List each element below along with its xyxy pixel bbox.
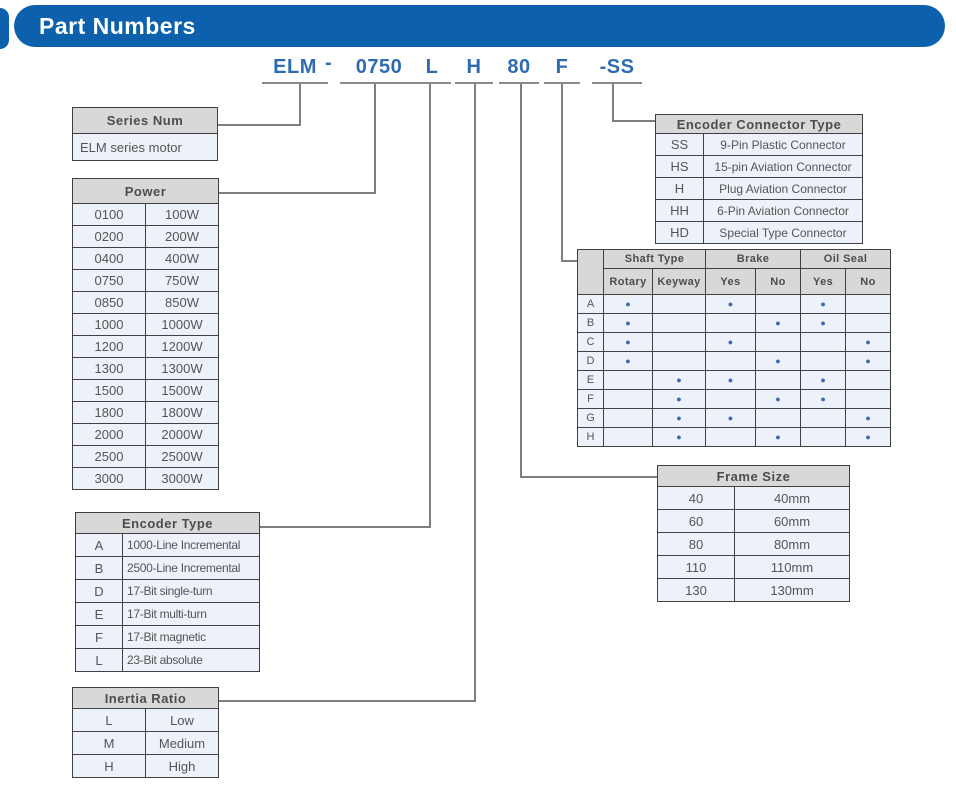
- matrix-cell: [653, 352, 706, 371]
- oil-seal-group-header: Oil Seal: [801, 250, 891, 269]
- connector-code: H: [656, 178, 704, 200]
- part-segment-encoder: L: [413, 55, 451, 84]
- frame-value: 40mm: [735, 487, 850, 510]
- shaft-corner-cell: [578, 250, 604, 295]
- subcol-oil-no: No: [846, 269, 891, 295]
- matrix-cell: ●: [604, 295, 653, 314]
- matrix-cell: ●: [756, 352, 801, 371]
- part-segment-power: 0750: [340, 55, 418, 84]
- subcol-oil-yes: Yes: [801, 269, 846, 295]
- power-value: 1300W: [146, 358, 219, 380]
- matrix-cell: ●: [846, 409, 891, 428]
- row-label: G: [578, 409, 604, 428]
- table-row: [73, 314, 219, 336]
- table-row: [73, 709, 219, 732]
- matrix-cell: ●: [846, 428, 891, 447]
- connector-desc: Plug Aviation Connector: [704, 178, 863, 200]
- power-value: 1800W: [146, 402, 219, 424]
- inertia-code: M: [73, 732, 146, 755]
- table-row: [73, 424, 219, 446]
- table-row: [578, 314, 891, 333]
- matrix-cell: ●: [706, 333, 756, 352]
- frame-value: 110mm: [735, 556, 850, 579]
- connector-conn-horizontal: [612, 120, 658, 122]
- inertia-code: L: [73, 709, 146, 732]
- power-code: 0750: [73, 270, 146, 292]
- table-row: [76, 603, 260, 626]
- connector-encoder-vertical: [429, 84, 431, 528]
- power-value: 850W: [146, 292, 219, 314]
- matrix-cell: [801, 352, 846, 371]
- table-row: [658, 533, 850, 556]
- power-code: 1800: [73, 402, 146, 424]
- matrix-cell: [653, 333, 706, 352]
- series-num-header: Series Num: [73, 108, 218, 134]
- matrix-cell: [706, 428, 756, 447]
- table-row: [73, 270, 219, 292]
- subcol-keyway: Keyway: [653, 269, 706, 295]
- matrix-cell: ●: [604, 314, 653, 333]
- row-label: D: [578, 352, 604, 371]
- matrix-cell: ●: [801, 390, 846, 409]
- connector-code: SS: [656, 134, 704, 156]
- table-row: [76, 534, 260, 557]
- power-value: 2500W: [146, 446, 219, 468]
- power-table: [72, 178, 219, 490]
- frame-code: 110: [658, 556, 735, 579]
- banner: [14, 5, 945, 47]
- power-value: 1500W: [146, 380, 219, 402]
- shaft-type-group-header: Shaft Type: [604, 250, 706, 269]
- matrix-cell: ●: [653, 409, 706, 428]
- connector-code: HD: [656, 222, 704, 244]
- matrix-cell: [846, 314, 891, 333]
- matrix-cell: [653, 314, 706, 333]
- connector-desc: 15-pin Aviation Connector: [704, 156, 863, 178]
- connector-code: HS: [656, 156, 704, 178]
- row-label: C: [578, 333, 604, 352]
- table-row: [76, 626, 260, 649]
- power-value: 750W: [146, 270, 219, 292]
- table-row: [656, 222, 863, 244]
- matrix-cell: [706, 390, 756, 409]
- table-row: [656, 134, 863, 156]
- matrix-cell: ●: [756, 428, 801, 447]
- brake-group-header: Brake: [706, 250, 801, 269]
- subcol-brake-no: No: [756, 269, 801, 295]
- matrix-cell: ●: [801, 314, 846, 333]
- power-value: 1000W: [146, 314, 219, 336]
- matrix-cell: ●: [653, 390, 706, 409]
- power-value: 100W: [146, 204, 219, 226]
- power-code: 3000: [73, 468, 146, 490]
- matrix-cell: [801, 409, 846, 428]
- table-row: [76, 649, 260, 672]
- power-code: 0400: [73, 248, 146, 270]
- encoder-desc: 2500-Line Incremental: [123, 557, 260, 580]
- matrix-cell: ●: [756, 390, 801, 409]
- part-segment-connector: -SS: [592, 55, 642, 84]
- power-code: 2500: [73, 446, 146, 468]
- matrix-cell: [604, 409, 653, 428]
- matrix-cell: [756, 371, 801, 390]
- connector-inertia-vertical: [474, 84, 476, 702]
- matrix-cell: ●: [801, 295, 846, 314]
- matrix-cell: [846, 295, 891, 314]
- table-row: [658, 487, 850, 510]
- table-row: [658, 579, 850, 602]
- connector-frame-horizontal: [520, 476, 660, 478]
- table-row: [658, 510, 850, 533]
- row-label: B: [578, 314, 604, 333]
- frame-value: 130mm: [735, 579, 850, 602]
- frame-size-header: Frame Size: [658, 466, 850, 487]
- frame-code: 130: [658, 579, 735, 602]
- connector-power-horizontal: [218, 192, 376, 194]
- frame-code: 40: [658, 487, 735, 510]
- table-row: [578, 428, 891, 447]
- table-row: [73, 446, 219, 468]
- matrix-cell: ●: [604, 352, 653, 371]
- table-row: [73, 755, 219, 778]
- matrix-cell: ●: [801, 371, 846, 390]
- row-label: H: [578, 428, 604, 447]
- inertia-desc: Low: [146, 709, 219, 732]
- page-title: Part Numbers: [39, 13, 196, 39]
- power-code: 0100: [73, 204, 146, 226]
- table-row: [73, 248, 219, 270]
- table-row: [658, 556, 850, 579]
- table-row: [73, 292, 219, 314]
- table-row: [76, 557, 260, 580]
- connector-power-vertical: [374, 84, 376, 194]
- table-row: [73, 204, 219, 226]
- power-value: 200W: [146, 226, 219, 248]
- frame-code: 60: [658, 510, 735, 533]
- matrix-cell: [604, 390, 653, 409]
- matrix-cell: [706, 314, 756, 333]
- encoder-code: D: [76, 580, 123, 603]
- connector-conn-vertical: [612, 84, 614, 122]
- table-row: [578, 295, 891, 314]
- table-row: [73, 380, 219, 402]
- inertia-desc: Medium: [146, 732, 219, 755]
- inertia-desc: High: [146, 755, 219, 778]
- connector-series-horizontal: [218, 124, 301, 126]
- power-code: 1300: [73, 358, 146, 380]
- matrix-cell: ●: [706, 409, 756, 428]
- table-row: [578, 371, 891, 390]
- encoder-code: B: [76, 557, 123, 580]
- connector-desc: 6-Pin Aviation Connector: [704, 200, 863, 222]
- power-value: 400W: [146, 248, 219, 270]
- matrix-cell: [604, 371, 653, 390]
- matrix-cell: ●: [756, 314, 801, 333]
- matrix-cell: [756, 333, 801, 352]
- table-row: [656, 200, 863, 222]
- part-segment-shaft: F: [544, 55, 580, 84]
- encoder-connector-header: Encoder Connector Type: [656, 115, 863, 134]
- power-value: 1200W: [146, 336, 219, 358]
- connector-desc: 9-Pin Plastic Connector: [704, 134, 863, 156]
- matrix-cell: [846, 390, 891, 409]
- power-code: 1500: [73, 380, 146, 402]
- power-code: 0850: [73, 292, 146, 314]
- encoder-desc: 23-Bit absolute: [123, 649, 260, 672]
- table-row: [73, 402, 219, 424]
- table-row: [73, 336, 219, 358]
- encoder-code: L: [76, 649, 123, 672]
- matrix-cell: [604, 428, 653, 447]
- matrix-cell: [756, 295, 801, 314]
- encoder-connector-table: [655, 114, 863, 244]
- connector-desc: Special Type Connector: [704, 222, 863, 244]
- matrix-cell: ●: [706, 295, 756, 314]
- matrix-cell: ●: [653, 428, 706, 447]
- series-num-value: ELM series motor: [73, 134, 218, 161]
- connector-series-vertical: [299, 84, 301, 126]
- banner-left-sliver: [0, 8, 9, 49]
- encoder-type-header: Encoder Type: [76, 513, 260, 534]
- row-label: A: [578, 295, 604, 314]
- part-segment-inertia: H: [455, 55, 493, 84]
- matrix-cell: ●: [846, 352, 891, 371]
- row-label: F: [578, 390, 604, 409]
- frame-size-table: [657, 465, 850, 602]
- connector-encoder-horizontal: [259, 526, 431, 528]
- table-row: [76, 580, 260, 603]
- row-label: E: [578, 371, 604, 390]
- matrix-cell: ●: [846, 333, 891, 352]
- matrix-cell: [846, 371, 891, 390]
- part-segment-frame: 80: [499, 55, 539, 84]
- matrix-cell: [653, 295, 706, 314]
- table-row: [73, 226, 219, 248]
- subcol-rotary: Rotary: [604, 269, 653, 295]
- power-value: 2000W: [146, 424, 219, 446]
- power-header: Power: [73, 179, 219, 204]
- power-code: 1200: [73, 336, 146, 358]
- frame-code: 80: [658, 533, 735, 556]
- matrix-cell: ●: [706, 371, 756, 390]
- encoder-desc: 1000-Line Incremental: [123, 534, 260, 557]
- matrix-cell: [801, 428, 846, 447]
- table-row: [578, 333, 891, 352]
- inertia-ratio-table: [72, 687, 219, 778]
- frame-value: 60mm: [735, 510, 850, 533]
- connector-frame-vertical: [520, 84, 522, 478]
- table-row: [656, 178, 863, 200]
- connector-inertia-horizontal: [218, 700, 476, 702]
- table-row: [73, 468, 219, 490]
- matrix-cell: [801, 333, 846, 352]
- subcol-brake-yes: Yes: [706, 269, 756, 295]
- encoder-code: A: [76, 534, 123, 557]
- part-segment-series: ELM: [262, 55, 328, 84]
- encoder-code: F: [76, 626, 123, 649]
- encoder-desc: 17-Bit multi-turn: [123, 603, 260, 626]
- encoder-code: E: [76, 603, 123, 626]
- table-row: [578, 390, 891, 409]
- connector-shaft-vertical: [561, 84, 563, 262]
- encoder-desc: 17-Bit magnetic: [123, 626, 260, 649]
- power-code: 0200: [73, 226, 146, 248]
- table-row: [656, 156, 863, 178]
- power-value: 3000W: [146, 468, 219, 490]
- table-row: [578, 352, 891, 371]
- matrix-cell: ●: [604, 333, 653, 352]
- encoder-desc: 17-Bit single-turn: [123, 580, 260, 603]
- frame-value: 80mm: [735, 533, 850, 556]
- encoder-type-table: [75, 512, 260, 672]
- matrix-cell: ●: [653, 371, 706, 390]
- series-num-table: [72, 107, 218, 161]
- inertia-ratio-header: Inertia Ratio: [73, 688, 219, 709]
- connector-code: HH: [656, 200, 704, 222]
- part-segment-dash: -: [325, 52, 332, 74]
- power-code: 1000: [73, 314, 146, 336]
- table-row: [73, 732, 219, 755]
- shaft-brake-oilseal-table: [577, 249, 891, 447]
- matrix-cell: [756, 409, 801, 428]
- table-row: [73, 358, 219, 380]
- inertia-code: H: [73, 755, 146, 778]
- power-code: 2000: [73, 424, 146, 446]
- table-row: [578, 409, 891, 428]
- matrix-cell: [706, 352, 756, 371]
